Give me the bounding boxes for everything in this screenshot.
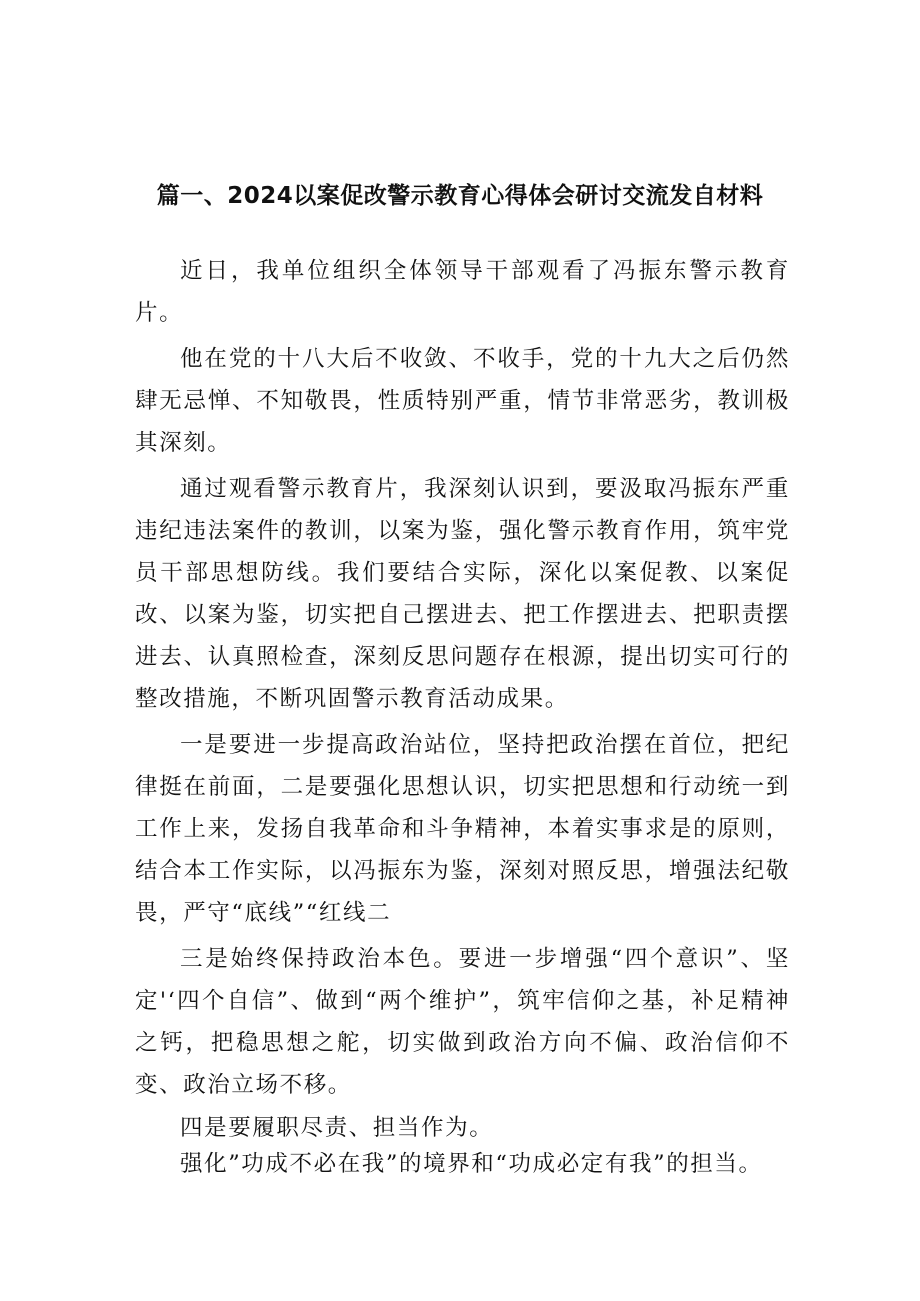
document-title: 篇一、2024以案促改警示教育心得体会研讨交流发自材料	[156, 183, 764, 209]
paragraph-2: 他在党的十八大后不收敛、不收手，党的十九大之后仍然肆无忌惮、不知敬畏，性质特别严重，情节非常恶劣，教训极其深刻。	[135, 346, 790, 456]
paragraph-5: 三是始终保持政治本色。要进一步增强“四个意识”、坚定'‘四个自信”、做到“两个维护”，筑牢信仰之基，补足精神之钙，把稳思想之舵，切实做到政治方向不偏、政治信仰不变、政治立场不移。	[135, 946, 790, 1098]
paragraph-4: 一是要进一步提高政治站位，坚持把政治摆在首位，把纪律挺在前面，二是要强化思想认识，切实把思想和行动统一到工作上来，发扬自我革命和斗争精神，本着实事求是的原则，结合本工作实际，以冯振东为鉴，深刻对照反思，增强法纪敬畏，严守“底线”“红线二	[135, 732, 790, 926]
document-body	[135, 250, 790, 1182]
paragraph-3: 通过观看警示教育片，我深刻认识到，要汲取冯振东严重违纪违法案件的教训，以案为鉴，强化警示教育作用，筑牢党员干部思想防线。我们要结合实际，深化以案促教、以案促改、以案为鉴，切实把自己摆进去、把工作摆进去、把职责摆进去、认真照检查，深刻反思问题存在根源，提出切实可行的整改措施，不断巩固警示教育活动成果。	[135, 476, 790, 712]
paragraph-1: 近日，我单位组织全体领导干部观看了冯振东警示教育片。	[135, 258, 790, 326]
paragraph-6: 四是要履职尽责、担当作为。	[180, 1115, 494, 1141]
paragraph-7: 强化”功成不必在我”的境界和“功成必定有我”的担当。	[180, 1151, 763, 1177]
